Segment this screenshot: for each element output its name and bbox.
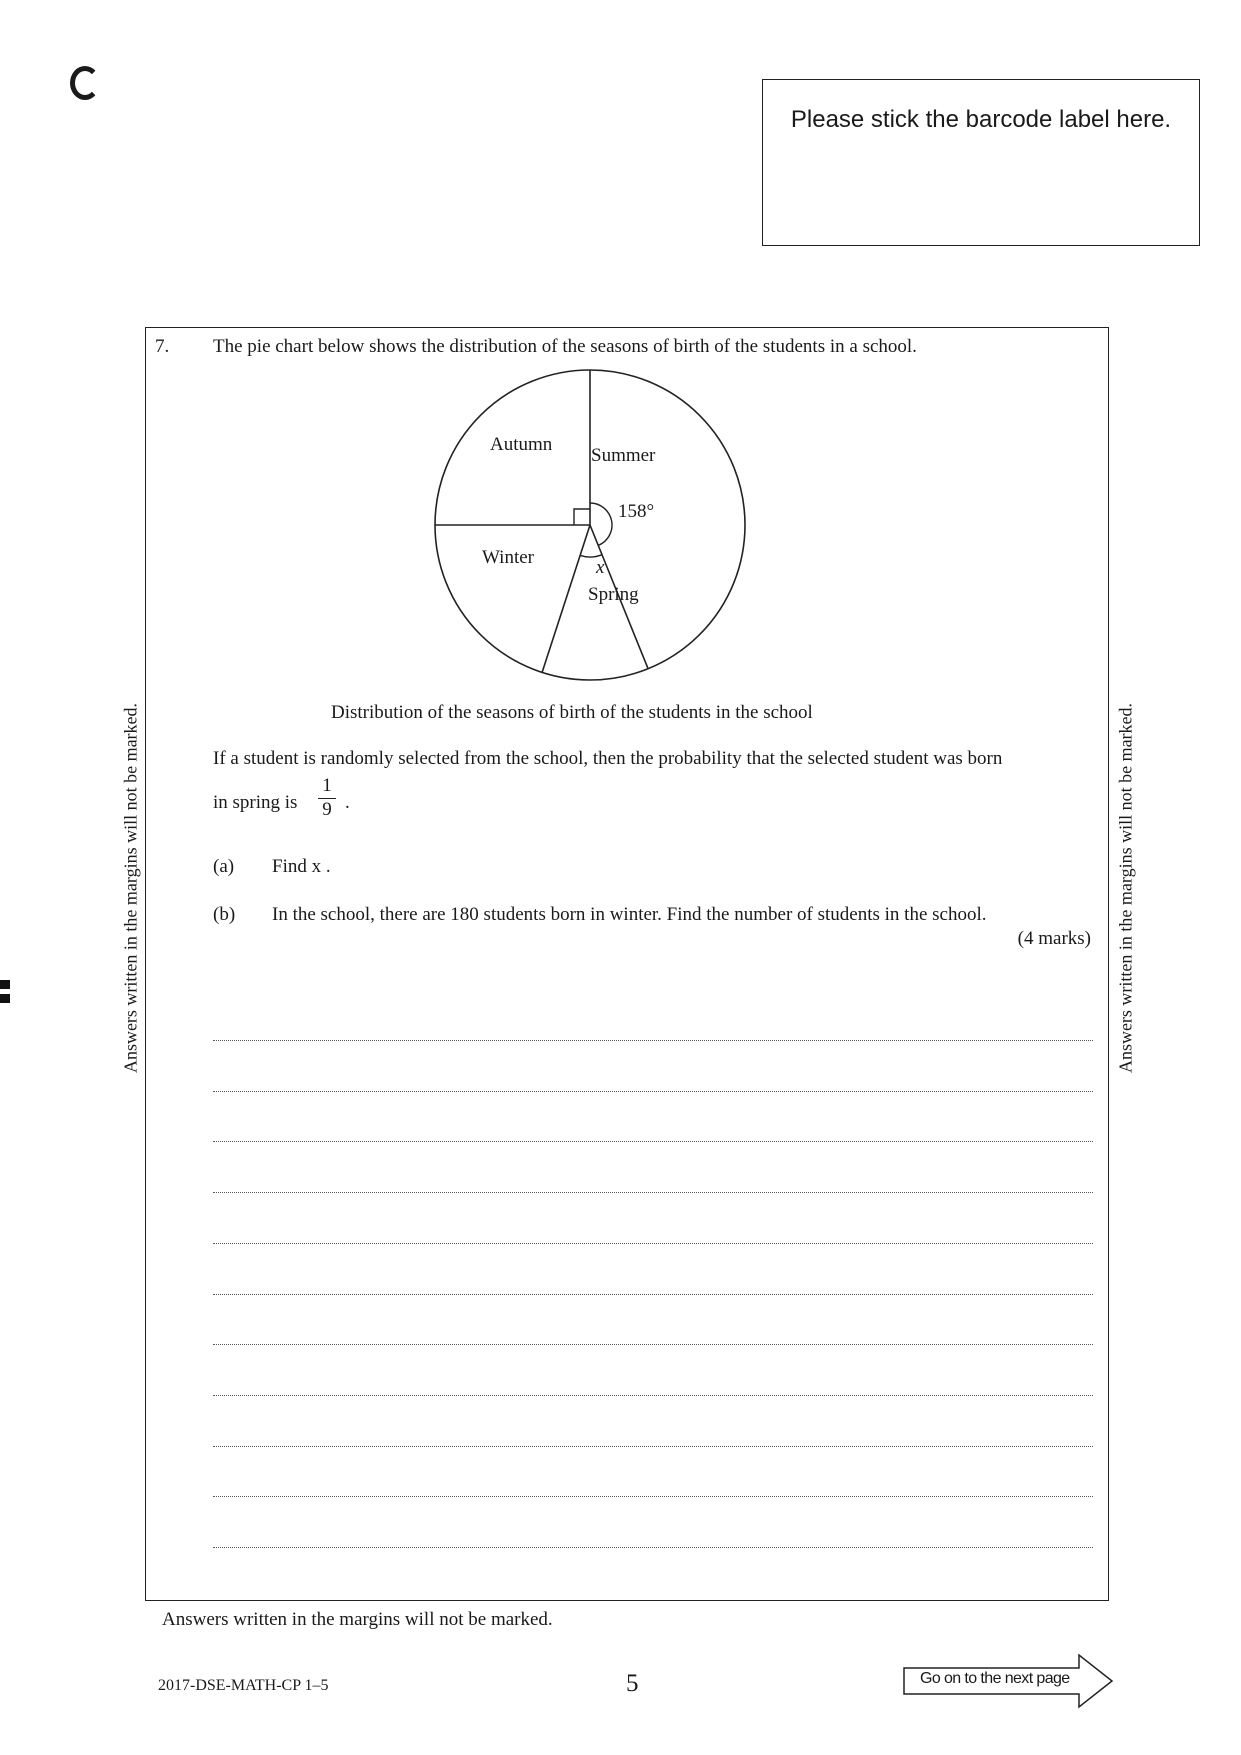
barcode-label-box [762, 79, 1200, 246]
part-b-text: In the school, there are 180 students born in winter. Find the number of students in the school. [272, 904, 987, 925]
slice-label-summer: Summer [591, 445, 656, 466]
part-a-label: (a) [213, 856, 235, 877]
slice-label-winter: Winter [482, 547, 534, 568]
answer-line [213, 1040, 1093, 1041]
margin-notice-left: Answers written in the margins will not be marked. [120, 702, 141, 1074]
pie-slice-boundary [542, 525, 590, 672]
marks-allocation: (4 marks) [1017, 928, 1091, 949]
answer-line [213, 1547, 1093, 1548]
corner-registration-mark [70, 66, 100, 100]
answer-line [213, 1496, 1093, 1497]
summer-angle-arc [590, 503, 612, 545]
question-number: 7. [155, 336, 170, 357]
barcode-instruction: Please stick the barcode label here. [790, 106, 1172, 133]
fraction-denominator: 9 [322, 799, 332, 820]
question-body-line-1: If a student is randomly selected from the school, then the probability that the selected student was born [213, 748, 1003, 769]
answer-line [213, 1243, 1093, 1244]
pie-graphic [435, 370, 745, 680]
question-body-line-2: in spring is [213, 792, 298, 813]
answer-line [213, 1344, 1093, 1345]
next-page-label: Go on to the next page [920, 1670, 1070, 1687]
answer-line [213, 1294, 1093, 1295]
answer-line [213, 1091, 1093, 1092]
paper-code: 2017-DSE-MATH-CP 1–5 [158, 1677, 329, 1694]
margin-notice-right: Answers written in the margins will not be marked. [1115, 702, 1136, 1074]
chart-caption: Distribution of the seasons of birth of the students in the school [331, 702, 813, 723]
probability-fraction [318, 775, 336, 821]
answer-line [213, 1192, 1093, 1193]
slice-label-spring: Spring [588, 584, 639, 605]
summer-angle-label: 158° [618, 501, 655, 522]
bottom-margin-notice: Answers written in the margins will not be marked. [162, 1609, 553, 1630]
probability-period: . [345, 792, 350, 813]
pie-chart [420, 365, 760, 685]
slice-label-autumn: Autumn [490, 434, 553, 455]
page-number: 5 [626, 1670, 639, 1697]
spring-angle-label: x [596, 557, 605, 578]
part-b-label: (b) [213, 904, 236, 925]
part-a-text: Find x . [272, 856, 331, 877]
next-page-arrow [902, 1653, 1114, 1709]
answer-line [213, 1446, 1093, 1447]
answer-line [213, 1395, 1093, 1396]
scan-marks [0, 980, 10, 1008]
right-angle-marker [574, 509, 590, 525]
fraction-numerator: 1 [322, 775, 332, 796]
question-intro: The pie chart below shows the distribution of the seasons of birth of the students in a school. [213, 336, 917, 357]
answer-line [213, 1141, 1093, 1142]
